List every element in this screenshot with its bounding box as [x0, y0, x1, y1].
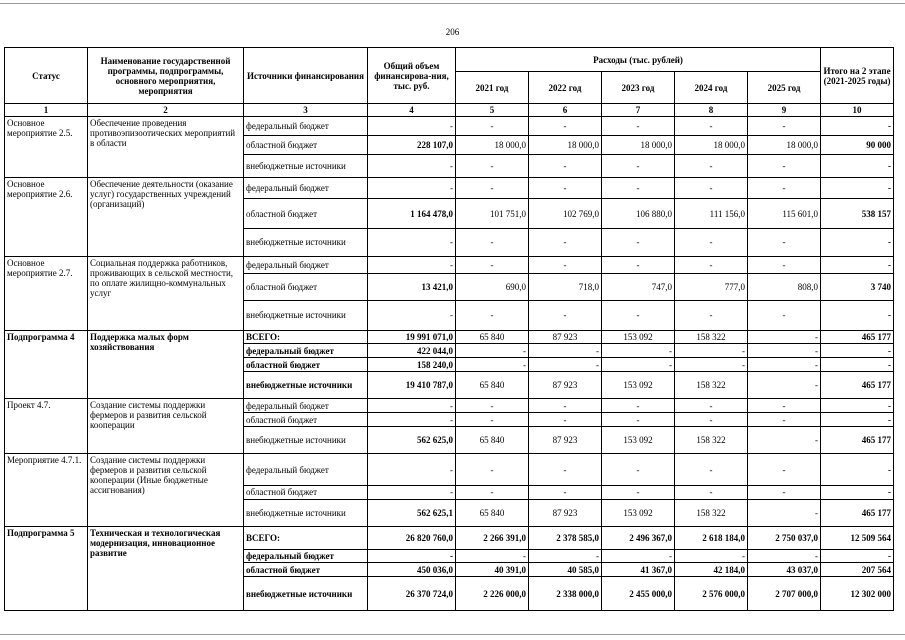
year-cell: -: [456, 344, 529, 358]
header-year-2024: 2024 год: [675, 72, 748, 104]
stage-total-cell: -: [821, 549, 894, 563]
source-label: федеральный бюджет: [244, 256, 368, 273]
year-cell: -: [748, 358, 821, 372]
source-label: внебюджетные источники: [244, 499, 368, 527]
total-cell: -: [368, 486, 456, 500]
stage-total-cell: -: [821, 301, 894, 331]
year-cell: -: [456, 399, 529, 413]
year-cell: -: [602, 549, 675, 563]
year-cell: -: [456, 358, 529, 372]
source-label: областной бюджет: [244, 136, 368, 155]
year-cell: -: [748, 399, 821, 413]
year-cell: 65 840: [456, 330, 529, 344]
scan-top-line: [0, 3, 905, 4]
year-cell: 87 923: [529, 499, 602, 527]
stage-total-cell: -: [821, 178, 894, 199]
year-cell: -: [748, 426, 821, 454]
year-cell: -: [675, 358, 748, 372]
row-name: Поддержка малых форм хозяйствования: [88, 330, 244, 399]
year-cell: 40 391,0: [456, 563, 529, 577]
total-cell: 422 044,0: [368, 344, 456, 358]
page-number: 206: [445, 27, 460, 37]
year-cell: 18 000,0: [748, 136, 821, 155]
row-status: Подпрограмма 5: [5, 527, 88, 611]
total-cell: -: [368, 178, 456, 199]
year-cell: -: [529, 117, 602, 136]
year-cell: -: [529, 256, 602, 273]
source-label: внебюджетные источники: [244, 371, 368, 399]
year-cell: 2 496 367,0: [602, 527, 675, 549]
header-year-2025: 2025 год: [748, 72, 821, 104]
year-cell: -: [529, 301, 602, 331]
stage-total-cell: 465 177: [821, 371, 894, 399]
header-year-2023: 2023 год: [602, 72, 675, 104]
row-name: Социальная поддержка работников, проживающих в сельской местности, по оплате жилищно-коммунальных услуг: [88, 256, 244, 330]
source-label: областной бюджет: [244, 563, 368, 577]
stage-total-cell: 3 740: [821, 273, 894, 301]
year-cell: -: [675, 549, 748, 563]
year-cell: -: [675, 155, 748, 178]
year-cell: -: [529, 549, 602, 563]
year-cell: -: [529, 344, 602, 358]
total-cell: 1 164 478,0: [368, 199, 456, 229]
year-cell: -: [602, 344, 675, 358]
year-cell: 65 840: [456, 499, 529, 527]
year-cell: 158 322: [675, 499, 748, 527]
row-status: Основное мероприятие 2.6.: [5, 178, 88, 256]
year-cell: 111 156,0: [675, 199, 748, 229]
col-number: 2: [88, 104, 244, 117]
year-cell: 2 455 000,0: [602, 577, 675, 611]
year-cell: 153 092: [602, 426, 675, 454]
year-cell: -: [456, 256, 529, 273]
year-cell: -: [675, 178, 748, 199]
year-cell: -: [529, 229, 602, 257]
stage-total-cell: -: [821, 399, 894, 413]
stage-total-cell: 207 564: [821, 563, 894, 577]
year-cell: 115 601,0: [748, 199, 821, 229]
stage-total-cell: -: [821, 117, 894, 136]
source-label: федеральный бюджет: [244, 454, 368, 486]
total-cell: 562 625,1: [368, 499, 456, 527]
year-cell: 690,0: [456, 273, 529, 301]
stage-total-cell: -: [821, 486, 894, 500]
year-cell: -: [675, 413, 748, 427]
header-name: Наименование государственной программы, подпрограммы, основного мероприятия, мероприятия: [88, 48, 244, 104]
year-cell: 2 378 585,0: [529, 527, 602, 549]
year-cell: -: [456, 413, 529, 427]
year-cell: 65 840: [456, 371, 529, 399]
total-cell: -: [368, 301, 456, 331]
col-number: 4: [368, 104, 456, 117]
year-cell: -: [748, 344, 821, 358]
year-cell: -: [675, 301, 748, 331]
stage-total-cell: -: [821, 256, 894, 273]
scan-bottom-line: [0, 634, 905, 635]
year-cell: -: [456, 454, 529, 486]
row-name: Техническая и технологическая модернизация, инновационное развитие: [88, 527, 244, 611]
source-label: областной бюджет: [244, 358, 368, 372]
year-cell: 43 037,0: [748, 563, 821, 577]
total-cell: 562 625,0: [368, 426, 456, 454]
year-cell: -: [529, 454, 602, 486]
total-cell: 13 421,0: [368, 273, 456, 301]
year-cell: -: [456, 117, 529, 136]
year-cell: 87 923: [529, 371, 602, 399]
year-cell: 18 000,0: [602, 136, 675, 155]
year-cell: 18 000,0: [456, 136, 529, 155]
total-cell: -: [368, 155, 456, 178]
year-cell: -: [529, 178, 602, 199]
stage-total-cell: 465 177: [821, 499, 894, 527]
row-status: Основное мероприятие 2.7.: [5, 256, 88, 330]
total-cell: 228 107,0: [368, 136, 456, 155]
year-cell: -: [602, 399, 675, 413]
stage-total-cell: -: [821, 454, 894, 486]
year-cell: -: [748, 499, 821, 527]
year-cell: 41 367,0: [602, 563, 675, 577]
year-cell: -: [602, 229, 675, 257]
year-cell: 718,0: [529, 273, 602, 301]
year-cell: 153 092: [602, 330, 675, 344]
year-cell: -: [456, 155, 529, 178]
year-cell: 158 322: [675, 330, 748, 344]
year-cell: -: [529, 399, 602, 413]
row-name: Обеспечение деятельности (оказание услуг) государственных учреждений (организаций): [88, 178, 244, 256]
year-cell: 747,0: [602, 273, 675, 301]
year-cell: -: [748, 229, 821, 257]
year-cell: -: [748, 178, 821, 199]
col-number: 7: [602, 104, 675, 117]
stage-total-cell: 465 177: [821, 426, 894, 454]
year-cell: -: [675, 399, 748, 413]
header-year-2021: 2021 год: [456, 72, 529, 104]
year-cell: 153 092: [602, 371, 675, 399]
year-cell: 2 618 184,0: [675, 527, 748, 549]
source-label: внебюджетные источники: [244, 229, 368, 257]
year-cell: 101 751,0: [456, 199, 529, 229]
year-cell: -: [602, 413, 675, 427]
year-cell: 87 923: [529, 426, 602, 454]
year-cell: -: [748, 301, 821, 331]
year-cell: -: [748, 371, 821, 399]
year-cell: -: [602, 358, 675, 372]
year-cell: 2 226 000,0: [456, 577, 529, 611]
source-label: федеральный бюджет: [244, 178, 368, 199]
total-cell: -: [368, 256, 456, 273]
source-label: внебюджетные источники: [244, 426, 368, 454]
total-cell: 26 370 724,0: [368, 577, 456, 611]
year-cell: 158 322: [675, 371, 748, 399]
row-status: Проект 4.7.: [5, 399, 88, 454]
source-label: внебюджетные источники: [244, 301, 368, 331]
year-cell: -: [602, 256, 675, 273]
year-cell: -: [602, 486, 675, 500]
stage-total-cell: 12 509 564: [821, 527, 894, 549]
year-cell: 42 184,0: [675, 563, 748, 577]
col-number: 9: [748, 104, 821, 117]
stage-total-cell: -: [821, 229, 894, 257]
year-cell: -: [529, 155, 602, 178]
stage-total-cell: 90 000: [821, 136, 894, 155]
year-cell: -: [675, 117, 748, 136]
year-cell: -: [675, 256, 748, 273]
stage-total-cell: -: [821, 413, 894, 427]
year-cell: -: [748, 486, 821, 500]
year-cell: -: [456, 549, 529, 563]
stage-total-cell: 465 177: [821, 330, 894, 344]
year-cell: -: [675, 229, 748, 257]
col-number: 6: [529, 104, 602, 117]
col-number: 1: [5, 104, 88, 117]
year-cell: -: [602, 454, 675, 486]
year-cell: 158 322: [675, 426, 748, 454]
year-cell: 777,0: [675, 273, 748, 301]
row-name: Создание системы поддержки фермеров и развития сельской кооперации (Иные бюджетные ассигнования): [88, 454, 244, 527]
year-cell: -: [748, 413, 821, 427]
header-sources: Источники финансирования: [244, 48, 368, 104]
year-cell: -: [602, 155, 675, 178]
source-label: федеральный бюджет: [244, 549, 368, 563]
year-cell: 18 000,0: [675, 136, 748, 155]
year-cell: 40 585,0: [529, 563, 602, 577]
row-status: Мероприятие 4.7.1.: [5, 454, 88, 527]
year-cell: 153 092: [602, 499, 675, 527]
total-cell: -: [368, 549, 456, 563]
year-cell: 2 266 391,0: [456, 527, 529, 549]
total-cell: 19 410 787,0: [368, 371, 456, 399]
year-cell: 2 576 000,0: [675, 577, 748, 611]
col-number: 10: [821, 104, 894, 117]
stage-total-cell: -: [821, 344, 894, 358]
year-cell: -: [456, 486, 529, 500]
source-label: федеральный бюджет: [244, 117, 368, 136]
year-cell: -: [748, 256, 821, 273]
col-number: 5: [456, 104, 529, 117]
header-year-2022: 2022 год: [529, 72, 602, 104]
row-status: Подпрограмма 4: [5, 330, 88, 399]
total-cell: -: [368, 229, 456, 257]
source-label: федеральный бюджет: [244, 344, 368, 358]
stage-total-cell: 538 157: [821, 199, 894, 229]
source-label: областной бюджет: [244, 199, 368, 229]
year-cell: 87 923: [529, 330, 602, 344]
total-cell: -: [368, 454, 456, 486]
stage-total-cell: -: [821, 155, 894, 178]
year-cell: -: [602, 178, 675, 199]
year-cell: -: [748, 454, 821, 486]
col-number: 8: [675, 104, 748, 117]
stage-total-cell: 12 302 000: [821, 577, 894, 611]
header-total: Общий объем финансирова-ния, тыс. руб.: [368, 48, 456, 104]
year-cell: 2 338 000,0: [529, 577, 602, 611]
total-cell: 158 240,0: [368, 358, 456, 372]
source-label: федеральный бюджет: [244, 399, 368, 413]
source-label: внебюджетные источники: [244, 577, 368, 611]
year-cell: 2 707 000,0: [748, 577, 821, 611]
year-cell: -: [675, 454, 748, 486]
total-cell: 26 820 760,0: [368, 527, 456, 549]
year-cell: 808,0: [748, 273, 821, 301]
year-cell: -: [748, 155, 821, 178]
year-cell: -: [748, 330, 821, 344]
year-cell: -: [748, 117, 821, 136]
budget-table: [4, 47, 894, 611]
row-status: Основное мероприятие 2.5.: [5, 117, 88, 178]
source-label: областной бюджет: [244, 486, 368, 500]
year-cell: -: [675, 344, 748, 358]
year-cell: -: [529, 486, 602, 500]
year-cell: -: [529, 358, 602, 372]
year-cell: -: [529, 413, 602, 427]
year-cell: 2 750 037,0: [748, 527, 821, 549]
total-cell: 19 991 071,0: [368, 330, 456, 344]
row-name: Обеспечение проведения противоэпизоотических мероприятий в области: [88, 117, 244, 178]
source-label: ВСЕГО:: [244, 330, 368, 344]
total-cell: -: [368, 399, 456, 413]
total-cell: -: [368, 413, 456, 427]
row-name: Создание системы поддержки фермеров и развития сельской кооперации: [88, 399, 244, 454]
source-label: ВСЕГО:: [244, 527, 368, 549]
year-cell: 65 840: [456, 426, 529, 454]
year-cell: -: [602, 301, 675, 331]
stage-total-cell: -: [821, 358, 894, 372]
total-cell: -: [368, 117, 456, 136]
year-cell: -: [456, 229, 529, 257]
year-cell: -: [602, 117, 675, 136]
header-expenses: Расходы (тыс. рублей): [456, 48, 821, 72]
year-cell: -: [456, 178, 529, 199]
header-status: Статус: [5, 48, 88, 104]
year-cell: -: [675, 486, 748, 500]
col-number: 3: [244, 104, 368, 117]
header-stage-total: Итого на 2 этапе (2021-2025 годы): [821, 48, 894, 104]
year-cell: 102 769,0: [529, 199, 602, 229]
source-label: областной бюджет: [244, 413, 368, 427]
source-label: внебюджетные источники: [244, 155, 368, 178]
year-cell: 106 880,0: [602, 199, 675, 229]
year-cell: 18 000,0: [529, 136, 602, 155]
year-cell: -: [748, 549, 821, 563]
year-cell: -: [456, 301, 529, 331]
source-label: областной бюджет: [244, 273, 368, 301]
total-cell: 450 036,0: [368, 563, 456, 577]
